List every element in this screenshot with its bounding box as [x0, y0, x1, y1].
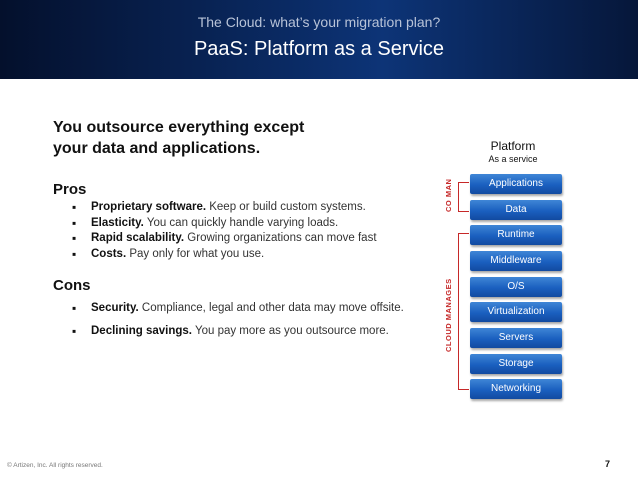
pros-item-text: You can quickly handle varying loads.: [143, 216, 339, 229]
pros-item-bold: Elasticity.: [91, 216, 144, 229]
layer-servers: Servers: [470, 328, 562, 348]
cons-list: [72, 301, 407, 339]
slide-header: [0, 0, 638, 79]
pros-list: [72, 200, 407, 262]
cons-item-bold: Declining savings.: [91, 324, 192, 337]
stack-title: Platform: [490, 139, 536, 153]
cons-item-text: You pay more as you outsource more.: [191, 324, 389, 337]
copyright: © Artizen, Inc. All rights reserved.: [7, 462, 103, 469]
layer-virtualization: Virtualization: [470, 302, 562, 322]
cons-item-text: Compliance, legal and other data may move offsite.: [138, 302, 404, 314]
layer-data: Data: [470, 200, 562, 220]
pros-item-text: Pay only for what you use.: [126, 247, 265, 260]
pros-item-text: Growing organizations can move fast: [184, 232, 377, 244]
pros-heading: Pros: [53, 181, 87, 198]
slide-title: PaaS: Platform as a Service: [193, 38, 445, 60]
layer-applications: Applications: [470, 174, 562, 194]
layer-middleware: Middleware: [470, 251, 562, 271]
headline-line-1: You outsource everything except: [53, 119, 305, 136]
layer-networking: Networking: [470, 379, 562, 399]
pros-item-bold: Costs.: [91, 247, 127, 260]
layer-storage: Storage: [470, 354, 562, 374]
customer-manages-bracket: [458, 182, 469, 212]
stack-subtitle: As a service: [488, 154, 538, 164]
pros-item: [72, 247, 407, 263]
slide-subtitle: The Cloud: what’s your migration plan?: [197, 14, 441, 30]
cloud-manages-label: CLOUD MANAGES: [444, 278, 453, 352]
page-number: 7: [605, 459, 611, 469]
customer-manages-label: CO MAN: [444, 178, 453, 212]
layer-os: O/S: [470, 277, 562, 297]
pros-item-text: Keep or build custom systems.: [206, 201, 366, 213]
cons-item-bold: Security.: [91, 302, 139, 314]
pros-item-bold: Rapid scalability.: [91, 232, 185, 244]
layer-runtime: Runtime: [470, 225, 562, 245]
pros-item: [72, 216, 407, 232]
pros-item: [72, 231, 407, 247]
cons-item: [72, 324, 407, 340]
cons-heading: Cons: [53, 277, 91, 294]
cons-item: [72, 301, 407, 317]
headline: [53, 117, 393, 159]
pros-item-bold: Proprietary software.: [91, 201, 207, 213]
pros-item: [72, 200, 407, 216]
cloud-manages-bracket: [458, 233, 469, 390]
headline-line-2: your data and applications.: [53, 140, 261, 157]
